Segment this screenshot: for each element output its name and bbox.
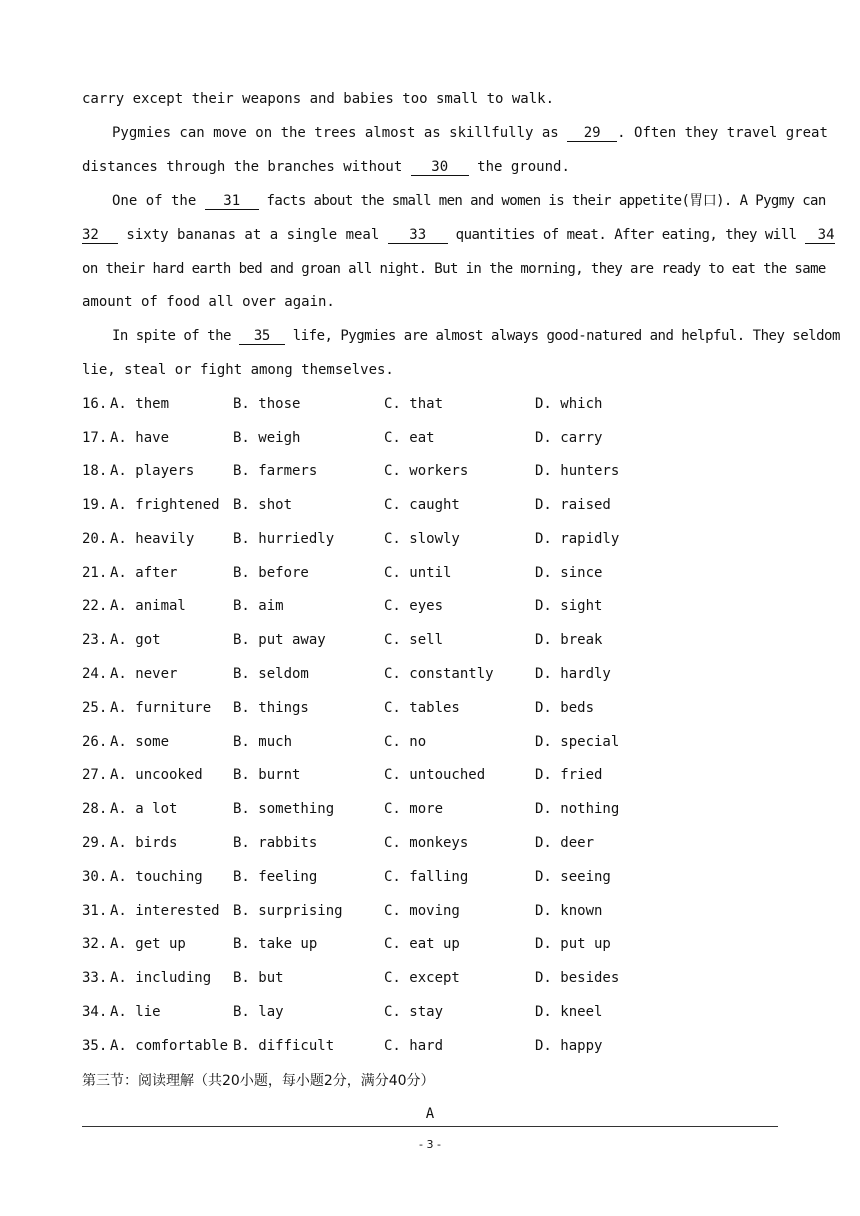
option-c: C. except <box>384 970 460 986</box>
passage-text: facts about the small men and women is their appetite(胃口). A Pygmy can <box>258 193 826 209</box>
option-c: C. slowly <box>384 531 460 547</box>
option-b: B. shot <box>233 497 293 513</box>
option-a: A. lie <box>110 1004 161 1020</box>
question-number: 24. <box>82 666 108 682</box>
option-a: A. get up <box>110 936 186 952</box>
option-c: C. monkeys <box>384 835 469 851</box>
option-d: D. which <box>535 396 603 412</box>
question-number: 22. <box>82 598 108 614</box>
option-b: B. lay <box>233 1004 284 1020</box>
option-d: D. carry <box>535 430 603 446</box>
question-number: 28. <box>82 801 108 817</box>
option-b: B. difficult <box>233 1038 335 1054</box>
option-b: B. surprising <box>233 903 343 919</box>
option-c: C. hard <box>384 1038 444 1054</box>
option-c: C. moving <box>384 903 460 919</box>
option-a: A. birds <box>110 835 178 851</box>
passage-text: life, Pygmies are almost always good-natured and helpful. They seldom <box>284 328 840 344</box>
option-row <box>82 664 782 684</box>
option-a: A. interested <box>110 903 220 919</box>
option-row <box>82 461 782 481</box>
option-row <box>82 529 782 549</box>
question-number: 35. <box>82 1038 108 1054</box>
blank-34: 34 <box>805 227 835 244</box>
passage-text: carry except their weapons and babies too small to walk. <box>82 91 555 107</box>
option-d: D. put up <box>535 936 611 952</box>
passage-text: the ground. <box>468 159 570 175</box>
option-d: D. special <box>535 734 620 750</box>
option-d: D. hardly <box>535 666 611 682</box>
passage-text: Pygmies can move on the trees almost as skillfully as <box>112 125 568 141</box>
option-d: D. happy <box>535 1038 603 1054</box>
passage-text: distances through the branches without <box>82 159 411 175</box>
option-a: A. touching <box>110 869 203 885</box>
option-row <box>82 901 782 921</box>
option-a: A. a lot <box>110 801 178 817</box>
option-c: C. tables <box>384 700 460 716</box>
option-a: A. have <box>110 430 170 446</box>
passage-text: One of the <box>112 193 205 209</box>
option-b: B. but <box>233 970 284 986</box>
question-number: 33. <box>82 970 108 986</box>
option-row <box>82 495 782 515</box>
option-d: D. sight <box>535 598 603 614</box>
option-row <box>82 765 782 785</box>
option-b: B. feeling <box>233 869 318 885</box>
option-c: C. eat <box>384 430 435 446</box>
option-b: B. aim <box>233 598 284 614</box>
question-number: 27. <box>82 767 108 783</box>
option-c: C. eat up <box>384 936 460 952</box>
question-number: 30. <box>82 869 108 885</box>
passage-text: on their hard earth bed and groan all night. But in the morning, they are ready to eat the same <box>82 261 826 277</box>
option-d: D. nothing <box>535 801 620 817</box>
option-a: A. uncooked <box>110 767 203 783</box>
question-number: 34. <box>82 1004 108 1020</box>
passage-text: quantities of meat. After eating, they will <box>447 227 805 243</box>
option-row <box>82 833 782 853</box>
option-row <box>82 428 782 448</box>
option-row <box>82 799 782 819</box>
blank-30: 30 <box>411 159 469 176</box>
option-d: D. seeing <box>535 869 611 885</box>
blank-33: 33 <box>388 227 448 244</box>
option-d: D. raised <box>535 497 611 513</box>
question-number: 21. <box>82 565 108 581</box>
passage-text: sixty bananas at a single meal <box>118 227 388 243</box>
option-row <box>82 1002 782 1022</box>
option-b: B. take up <box>233 936 318 952</box>
option-b: B. put away <box>233 632 326 648</box>
option-row <box>82 563 782 583</box>
option-b: B. farmers <box>233 463 318 479</box>
option-c: C. stay <box>384 1004 444 1020</box>
option-d: D. besides <box>535 970 620 986</box>
option-d: D. fried <box>535 767 603 783</box>
option-d: D. kneel <box>535 1004 603 1020</box>
passage-line <box>82 360 782 380</box>
option-c: C. sell <box>384 632 444 648</box>
option-row <box>82 394 782 414</box>
question-number: 29. <box>82 835 108 851</box>
passage-text: lie, steal or fight among themselves. <box>82 362 394 378</box>
option-b: B. things <box>233 700 309 716</box>
option-d: D. break <box>535 632 603 648</box>
option-row <box>82 732 782 752</box>
question-number: 17. <box>82 430 108 446</box>
option-b: B. burnt <box>233 767 301 783</box>
question-number: 16. <box>82 396 108 412</box>
passage-text: In spite of the <box>112 328 239 344</box>
option-d: D. deer <box>535 835 595 851</box>
blank-31: 31 <box>205 193 259 210</box>
option-c: C. no <box>384 734 427 750</box>
passage-line <box>112 326 840 346</box>
option-d: D. rapidly <box>535 531 620 547</box>
option-c: C. caught <box>384 497 460 513</box>
option-row <box>82 934 782 954</box>
option-row <box>82 596 782 616</box>
option-d: D. hunters <box>535 463 620 479</box>
option-a: A. furniture <box>110 700 212 716</box>
option-a: A. players <box>110 463 195 479</box>
passage-line <box>112 123 828 143</box>
option-b: B. those <box>233 396 301 412</box>
option-a: A. some <box>110 734 170 750</box>
option-a: A. heavily <box>110 531 195 547</box>
blank-32: 32 <box>82 227 118 244</box>
option-row <box>82 1036 782 1056</box>
option-row <box>82 698 782 718</box>
option-b: B. much <box>233 734 293 750</box>
option-c: C. falling <box>384 869 469 885</box>
question-number: 23. <box>82 632 108 648</box>
footer-divider <box>82 1126 778 1127</box>
option-a: A. including <box>110 970 212 986</box>
passage-line <box>82 157 782 177</box>
option-row <box>82 968 782 988</box>
option-c: C. that <box>384 396 444 412</box>
option-c: C. untouched <box>384 767 486 783</box>
option-a: A. frightened <box>110 497 220 513</box>
option-d: D. beds <box>535 700 595 716</box>
question-number: 20. <box>82 531 108 547</box>
question-number: 26. <box>82 734 108 750</box>
option-c: C. more <box>384 801 444 817</box>
passage-text: . Often they travel great <box>617 125 828 141</box>
option-b: B. seldom <box>233 666 309 682</box>
option-a: A. after <box>110 565 178 581</box>
passage-text: amount of food all over again. <box>82 294 335 310</box>
passage-line <box>82 225 835 245</box>
option-b: B. weigh <box>233 430 301 446</box>
option-a: A. animal <box>110 598 186 614</box>
passage-line <box>112 191 826 211</box>
question-number: 25. <box>82 700 108 716</box>
passage-line <box>82 292 782 312</box>
option-c: C. constantly <box>384 666 494 682</box>
page-number: - 3 - <box>419 1138 441 1151</box>
passage-letter: A <box>425 1106 435 1122</box>
option-a: A. comfortable <box>110 1038 229 1054</box>
question-number: 19. <box>82 497 108 513</box>
passage-line <box>82 89 782 109</box>
question-number: 31. <box>82 903 108 919</box>
question-number: 32. <box>82 936 108 952</box>
question-number: 18. <box>82 463 108 479</box>
option-b: B. hurriedly <box>233 531 335 547</box>
option-b: B. before <box>233 565 309 581</box>
option-a: A. got <box>110 632 161 648</box>
option-c: C. workers <box>384 463 469 479</box>
passage-line <box>82 259 826 279</box>
section-heading: 第三节：阅读理解（共20小题，每小题2分，满分40分） <box>82 1073 435 1089</box>
option-c: C. until <box>384 565 452 581</box>
option-d: D. since <box>535 565 603 581</box>
blank-35: 35 <box>239 328 285 345</box>
option-b: B. rabbits <box>233 835 318 851</box>
option-b: B. something <box>233 801 335 817</box>
option-c: C. eyes <box>384 598 444 614</box>
blank-29: 29 <box>567 125 617 142</box>
option-a: A. them <box>110 396 170 412</box>
option-d: D. known <box>535 903 603 919</box>
option-row <box>82 867 782 887</box>
option-row <box>82 630 782 650</box>
option-a: A. never <box>110 666 178 682</box>
